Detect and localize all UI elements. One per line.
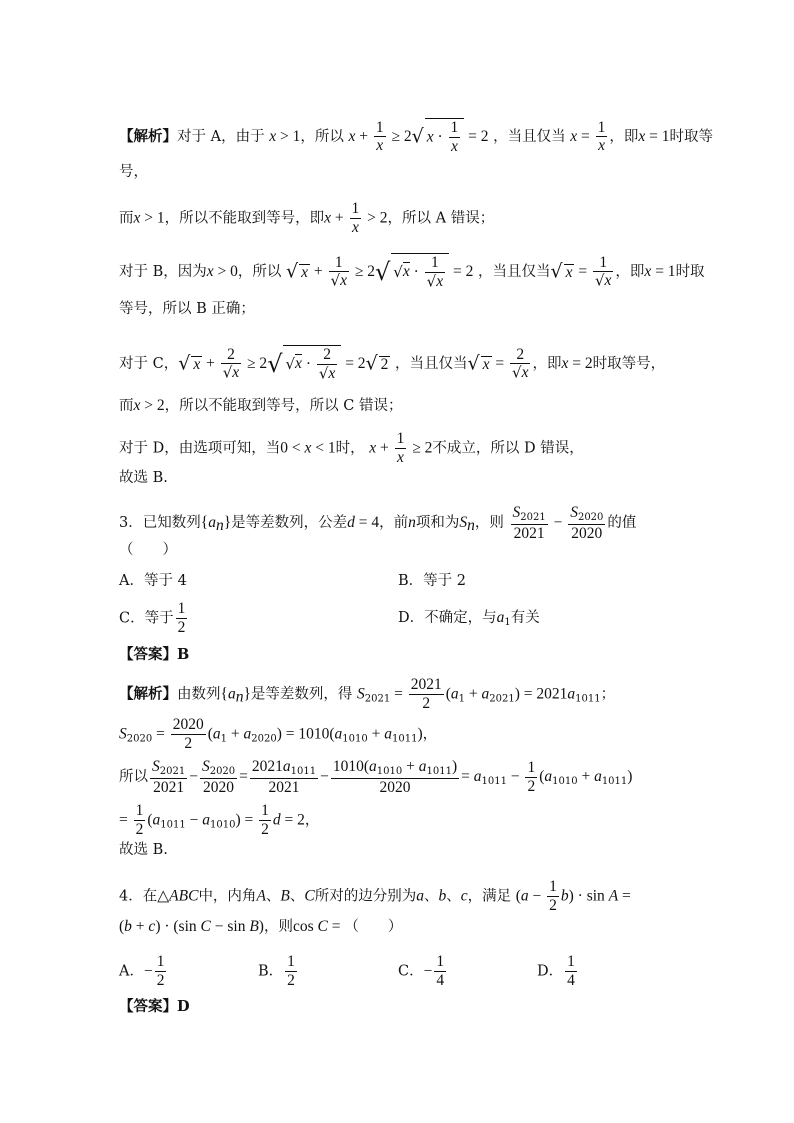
question-3-paren: （ ） [119, 542, 177, 558]
q3-solution-line-4: = $\frac{1}{2}$ $(a_{1011} - a_{1010})$ = $\frac{1}{2}$ d = 2， [119, 802, 320, 838]
solution-line-3: 而x > 1，所以不能取到等号，即x + $\frac{1}{x}$ > 2，所以 A 错误； [119, 200, 495, 236]
q4-option-a[interactable]: A．− $\frac{1}{2}$ [119, 953, 165, 989]
question-4-stem-1: 4．在△ABC中，内角A、B、C所对的边分别为a、b、c，满足 (a − $\frac{1}{2}$ b) · sin A = [119, 878, 631, 914]
solution-line-8: 对于 D，由选项可知，当0 < x < 1时， x + $\frac{1}{x}$ ≥ 2不成立，所以 D 错误， [119, 430, 584, 466]
q3-option-c[interactable]: C．等于 $\frac{1}{2}$ [119, 600, 186, 636]
solution-line-6: 对于 C，√ x + $\frac{2}{√x}$ ≥ 2√ √x · $\frac{2}{√x}$ = 2√ 2 ，当且仅当√ x = $\frac{2}{√x}$ ，即x = 2时取等号， [119, 345, 666, 383]
q3-solution-line-1: 【解析】由数列$\{a_n\}$是等差数列，得 $S_{2021}$ = $\frac{2021}{2}$ $(a_1 + a_{2021}) = 2021a_{1011}$； [119, 676, 616, 712]
answer-3: 【答案】B [119, 646, 190, 663]
q4-option-b[interactable]: B． $\frac{1}{2}$ [258, 953, 295, 989]
q3-option-a[interactable]: A．等于 4 [119, 573, 187, 589]
q3-solution-line-2: $S_{2020}$ = $\frac{2020}{2}$ $(a_1 + a_{2020}) = 1010(a_{1010} + a_{1011})$， [119, 716, 438, 752]
q3-solution-line-3: 所以 $\frac{S_{2021}}{2021}$ − $\frac{S_{2020}}{2020}$ = $\frac{2021a_{1011}}{2021}$ − $\frac{1010(a_{1010} + a_{1011})}{2020}$ = $a_{1011}$ − $\frac{1}{2}$ $(a_{1010} + a_{1011})$ [119, 758, 633, 796]
q3-option-b[interactable]: B．等于 2 [398, 573, 466, 589]
q3-option-d[interactable]: D．不确定，与$a_1$有关 [398, 609, 540, 628]
question-3-stem: 3．已知数列$\{a_n\}$是等差数列，公差d = 4，前n项和为$S_n$，则 $\frac{S_{2021}}{2021}$ − $\frac{S_{2020}}{2020}$ 的值 [119, 504, 637, 542]
solution-line-4: 对于 B，因为x > 0，所以 √ x + $\frac{1}{√x}$ ≥ 2√ √x · $\frac{1}{√x}$ = 2 ，当且仅当√ x = $\frac{1}{√x}$ ，即x = 1时取 [119, 253, 705, 291]
solution-line-2: 号， [119, 164, 148, 180]
solution-line-9: 故选 B. [119, 470, 168, 486]
solution-line-5: 等号，所以 B 正确； [119, 301, 255, 317]
solution-line-1: 【解析】对于 A，由于 x > 1，所以 x + $\frac{1}{x}$ ≥ 2√ x · $\frac{1}{x}$ = 2 ，当且仅当 x = $\frac{1}{x}$ ，即x = 1时取等 [119, 118, 714, 155]
solution-line-7: 而x > 2，所以不能取到等号，所以 C 错误； [119, 397, 403, 414]
q4-option-c[interactable]: C．− $\frac{1}{4}$ [398, 953, 445, 989]
q4-option-d[interactable]: D． $\frac{1}{4}$ [537, 953, 575, 989]
question-4-stem-2: (b + c) · (sin C − sin B)，则cos C = （ ） [119, 918, 403, 935]
q3-solution-end: 故选 B. [119, 842, 168, 858]
analysis-tag: 【解析】 [119, 127, 177, 145]
answer-4: 【答案】D [119, 998, 190, 1015]
